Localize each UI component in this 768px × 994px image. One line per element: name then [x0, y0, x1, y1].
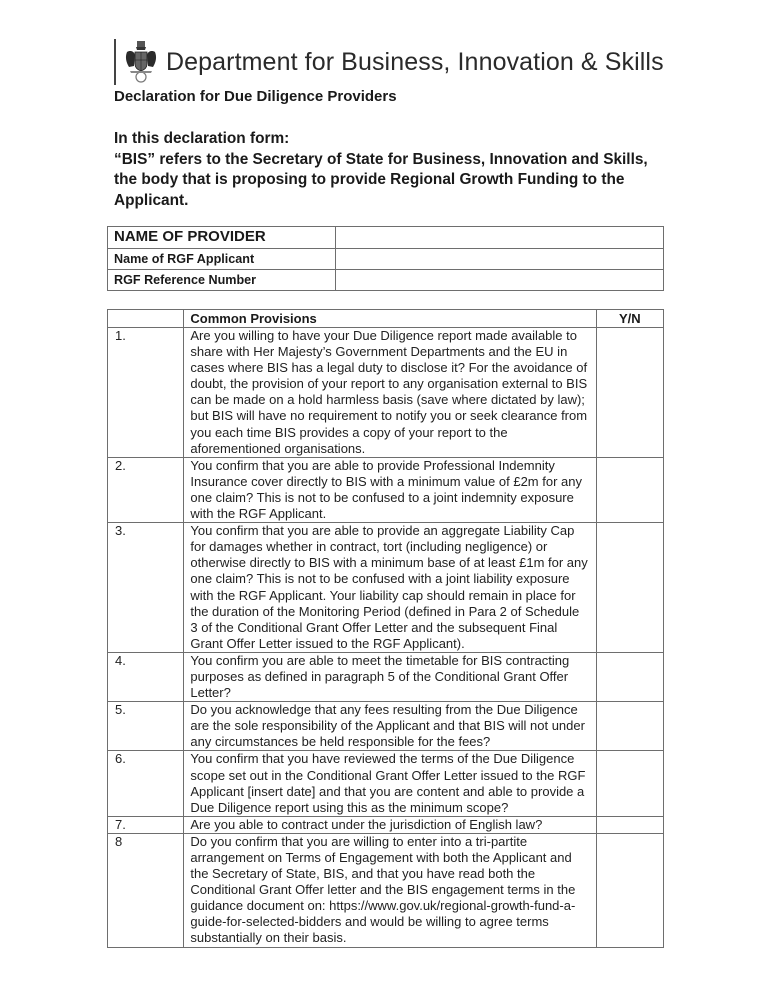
provision-number: 5.: [108, 702, 184, 751]
provision-number: 8: [108, 833, 184, 947]
provision-6-yn-field[interactable]: [596, 751, 663, 816]
provision-number: 7.: [108, 816, 184, 833]
applicant-name-label: Name of RGF Applicant: [108, 249, 336, 270]
table-row: [108, 249, 664, 270]
table-row: [108, 227, 664, 249]
provision-number: 3.: [108, 523, 184, 653]
provision-number: 6.: [108, 751, 184, 816]
yn-column-header: Y/N: [596, 310, 663, 328]
department-header: [114, 37, 664, 87]
royal-crest-icon: [124, 40, 158, 84]
table-row: [108, 816, 664, 833]
table-row: [108, 457, 664, 522]
provision-number: 4.: [108, 652, 184, 701]
table-header-row: [108, 310, 664, 328]
intro-text: [114, 129, 674, 211]
table-row: [108, 833, 664, 947]
provision-text: You confirm you are able to meet the timetable for BIS contracting purposes as defined in paragraph 5 of the Conditional Grant Offer Letter?: [184, 652, 596, 701]
provision-text: Are you able to contract under the jurisdiction of English law?: [184, 816, 596, 833]
provision-3-yn-field[interactable]: [596, 523, 663, 653]
provider-details-table: [107, 226, 664, 291]
provision-text: You confirm that you are able to provide Professional Indemnity Insurance cover directly to BIS with a minimum value of £2m for any one claim? This is not to be confused to a joint indemnity exposure with the RGF Applicant.: [184, 457, 596, 522]
applicant-name-field[interactable]: [336, 249, 664, 270]
intro-heading: In this declaration form:: [114, 130, 290, 147]
provision-2-yn-field[interactable]: [596, 457, 663, 522]
provision-7-yn-field[interactable]: [596, 816, 663, 833]
provision-4-yn-field[interactable]: [596, 652, 663, 701]
provision-text: Are you willing to have your Due Diligence report made available to share with Her Majesty’s Government Departments and the EU in cases where BIS has a legal duty to disclose it? For the avoidance of doubt, the provision of your report to any organisation external to BIS can be made on a hold harmless basis (save where dictated by law); but BIS will have no requirement to notify you or seek clearance from you each time BIS provides a copy of your report to the aforementioned organisations.: [184, 328, 596, 458]
header-divider: [114, 39, 116, 85]
document-title: Declaration for Due Diligence Providers: [114, 88, 397, 105]
table-row: [108, 702, 664, 751]
table-row: [108, 328, 664, 458]
provision-text: Do you acknowledge that any fees resulting from the Due Diligence are the sole responsibility of the Applicant and that BIS will not under any circumstances be held responsible for the fees?: [184, 702, 596, 751]
provision-number: 2.: [108, 457, 184, 522]
table-row: [108, 270, 664, 291]
provider-name-label: NAME OF PROVIDER: [108, 227, 336, 249]
reference-number-field[interactable]: [336, 270, 664, 291]
provision-5-yn-field[interactable]: [596, 702, 663, 751]
table-row: [108, 751, 664, 816]
provision-text: You confirm that you have reviewed the terms of the Due Diligence scope set out in the Conditional Grant Offer Letter issued to the RGF Applicant [insert date] and that you are content and able to provide a Due Diligence report using this as the minimum scope?: [184, 751, 596, 816]
provider-name-field[interactable]: [336, 227, 664, 249]
number-column-header: [108, 310, 184, 328]
department-name: Department for Business, Innovation & Skills: [166, 47, 664, 76]
provision-text: You confirm that you are able to provide an aggregate Liability Cap for damages whether in contract, tort (including negligence) or otherwise directly to BIS with a minimum base of at least £1m for any one claim? This is not to be confused with a joint liability exposure with the RGF Applicant. Your liability cap should remain in place for the duration of the Monitoring Period (defined in Para 2 of Schedule 3 of the Conditional Grant Offer Letter and the subsequent Final Grant Offer Letter issued to the RGF Applicant).: [184, 523, 596, 653]
provision-number: 1.: [108, 328, 184, 458]
intro-definition: “BIS” refers to the Secretary of State for Business, Innovation and Skills, the body that is proposing to provide Regional Growth Funding to the Applicant.: [114, 150, 648, 209]
provision-1-yn-field[interactable]: [596, 328, 663, 458]
table-row: [108, 652, 664, 701]
provision-8-yn-field[interactable]: [596, 833, 663, 947]
provision-text: Do you confirm that you are willing to enter into a tri-partite arrangement on Terms of Engagement with both the Applicant and the Secretary of State, BIS, and that you have read both the Conditional Grant Offer letter and the BIS engagement terms in the guidance document on: https://www.gov.uk/regional-growth-fund-a-guide-for-selected-bidders and would be willing to agree terms substantially on their basis.: [184, 833, 596, 947]
reference-number-label: RGF Reference Number: [108, 270, 336, 291]
common-provisions-table: [107, 309, 664, 948]
provisions-column-header: Common Provisions: [184, 310, 596, 328]
table-row: [108, 523, 664, 653]
